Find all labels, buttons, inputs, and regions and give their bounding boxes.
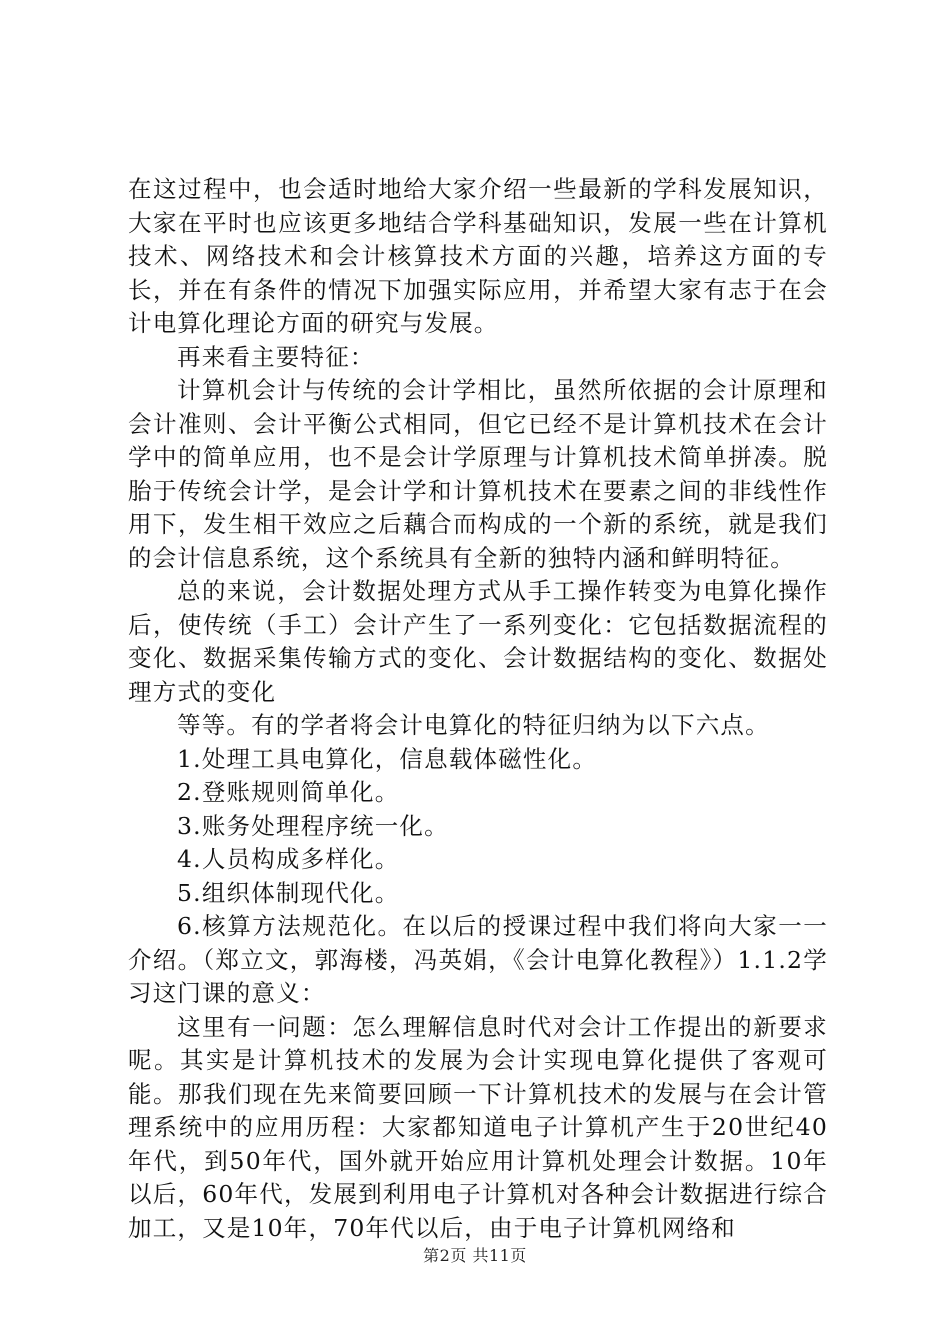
list-item-3: 3.账务处理程序统一化。	[177, 811, 449, 840]
list-item-4: 4.人员构成多样化。	[177, 845, 400, 873]
paragraph-computer-accounting: 计算机会计与传统的会计学相比，虽然所依据的会计原理和会计准则、会计平衡公式相同，但它已经不是计算机技术在会计学中的简单应用，也不是会计学原理与计算机技术简单拼凑。脱胎于传统会计学，是会计学和计算机技术在要素之间的非线性作用下，发生相干效应之后藕合而构成的一个新的系统，就是我们的会计信息系统，这个系统具有全新的独特内涵和鲜明特征。	[128, 376, 828, 572]
paragraph-information-age: 这里有一问题：怎么理解信息时代对会计工作提出的新要求呢。其实是计算机技术的发展为会计实现电算化提供了客观可能。那我们现在先来简要回顾一下计算机技术的发展与在会计管理系统中的应用历程：大家都知道电子计算机产生于20世纪40年代，到50年代，国外就开始应用计算机处理会计数据。10年以后，60年代，发展到利用电子计算机对各种会计数据进行综合加工，又是10年，70年代以后，由于电子计算机网络和	[128, 1012, 828, 1242]
paragraph-six-points-intro: 等等。有的学者将会计电算化的特征归纳为以下六点。	[177, 711, 770, 739]
list-item-5: 5.组织体制现代化。	[177, 878, 400, 907]
list-item-1: 1.处理工具电算化，信息载体磁性化。	[177, 744, 598, 773]
paragraph-changes-summary: 总的来说，会计数据处理方式从手工操作转变为电算化操作后，使传统（手工）会计产生了一系列变化：它包括数据流程的变化、数据采集传输方式的变化、会计数据结构的变化、数据处理方式的变化	[128, 577, 828, 706]
page-footer: 第2页 共11页	[423, 1246, 527, 1265]
list-item-2: 2.登账规则简单化。	[177, 778, 400, 806]
paragraph-learning-interest: 在这过程中，也会适时地给大家介绍一些最新的学科发展知识，大家在平时也应该更多地结合学科基础知识，发展一些在计算机技术、网络技术和会计核算技术方面的兴趣，培养这方面的专长，并在有条件的情况下加强实际应用，并希望大家有志于在会计电算化理论方面的研究与发展。	[128, 175, 828, 337]
paragraph-main-features-heading: 再来看主要特征：	[177, 342, 375, 371]
list-item-6: 6.核算方法规范化。在以后的授课过程中我们将向大家一一介绍。（郑立文，郭海楼，冯英娟，《会计电算化教程》）1.1.2学习这门课的意义：	[128, 912, 828, 1007]
document-body	[128, 173, 828, 1245]
